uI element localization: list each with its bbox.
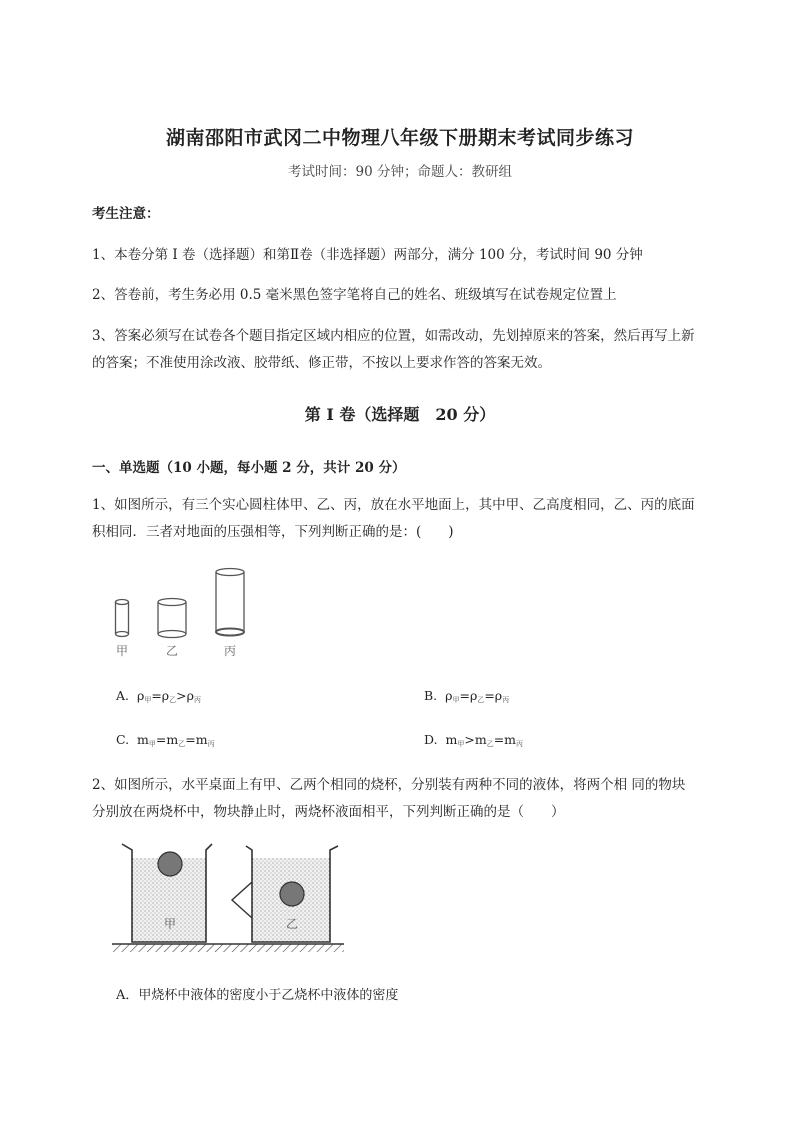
- q1-option-a[interactable]: A. $\rho_甲=\rho_乙>\rho_丙$: [116, 688, 201, 704]
- fig1-label-jia: 甲: [116, 644, 129, 658]
- notice-item-1: 1、本卷分第 I 卷（选择题）和第Ⅱ卷（非选择题）两部分，满分 100 分，考试时间 90 分钟: [92, 247, 643, 263]
- notice-heading: 考生注意：: [92, 206, 160, 222]
- section-title: 第 I 卷（选择题 20 分）: [304, 405, 496, 424]
- notice-item-3-line2: 的答案；不准使用涂改液、胶带纸、修正带，不按以上要求作答的答案无效。: [92, 355, 551, 371]
- fig1-label-bing: 丙: [224, 644, 237, 658]
- exam-info: 考试时间：90 分钟；命题人：教研组: [288, 164, 512, 180]
- fig2-label-jia: 甲: [164, 917, 177, 931]
- notice-item-2: 2、答卷前，考生务必用 0.5 毫米黑色签字笔将自己的姓名、班级填写在试卷规定位置上: [92, 287, 617, 303]
- q1-option-b[interactable]: B. $\rho_甲=\rho_乙=\rho_丙$: [424, 688, 510, 704]
- q2-beakers-figure: [108, 838, 348, 956]
- fig1-label-yi: 乙: [166, 644, 179, 658]
- q1-option-c[interactable]: C. $m_甲=m_乙=m_丙$: [116, 732, 215, 748]
- q2-option-a[interactable]: A．甲烧杯中液体的密度小于乙烧杯中液体的密度: [116, 988, 399, 1003]
- q2-stem-line2: 分别放在两烧杯中，物块静止时，两烧杯液面相平，下列判断正确的是（ ）: [92, 804, 565, 820]
- page-title: 湖南邵阳市武冈二中物理八年级下册期末考试同步练习: [165, 127, 634, 149]
- q2-stem-line1: 2、如图所示，水平桌面上有甲、乙两个相同的烧杯，分别装有两种不同的液体，将两个相 同的物块: [92, 777, 686, 793]
- question-group-title: 一、单选题（10 小题，每小题 2 分，共计 20 分）: [92, 460, 406, 476]
- fig2-label-yi: 乙: [286, 917, 299, 931]
- q1-stem-line2: 积相同．三者对地面的压强相等，下列判断正确的是：( ): [92, 524, 454, 540]
- q1-cylinders-figure: [105, 562, 255, 662]
- q1-stem-line1: 1、如图所示，有三个实心圆柱体甲、乙、丙，放在水平地面上，其中甲、乙高度相同，乙、丙的底面: [92, 497, 695, 513]
- q1-option-d[interactable]: D. $m_甲>m_乙=m_丙$: [424, 732, 524, 748]
- notice-item-3-line1: 3、答案必须写在试卷各个题目指定区域内相应的位置，如需改动，先划掉原来的答案，然后再写上新: [92, 328, 695, 344]
